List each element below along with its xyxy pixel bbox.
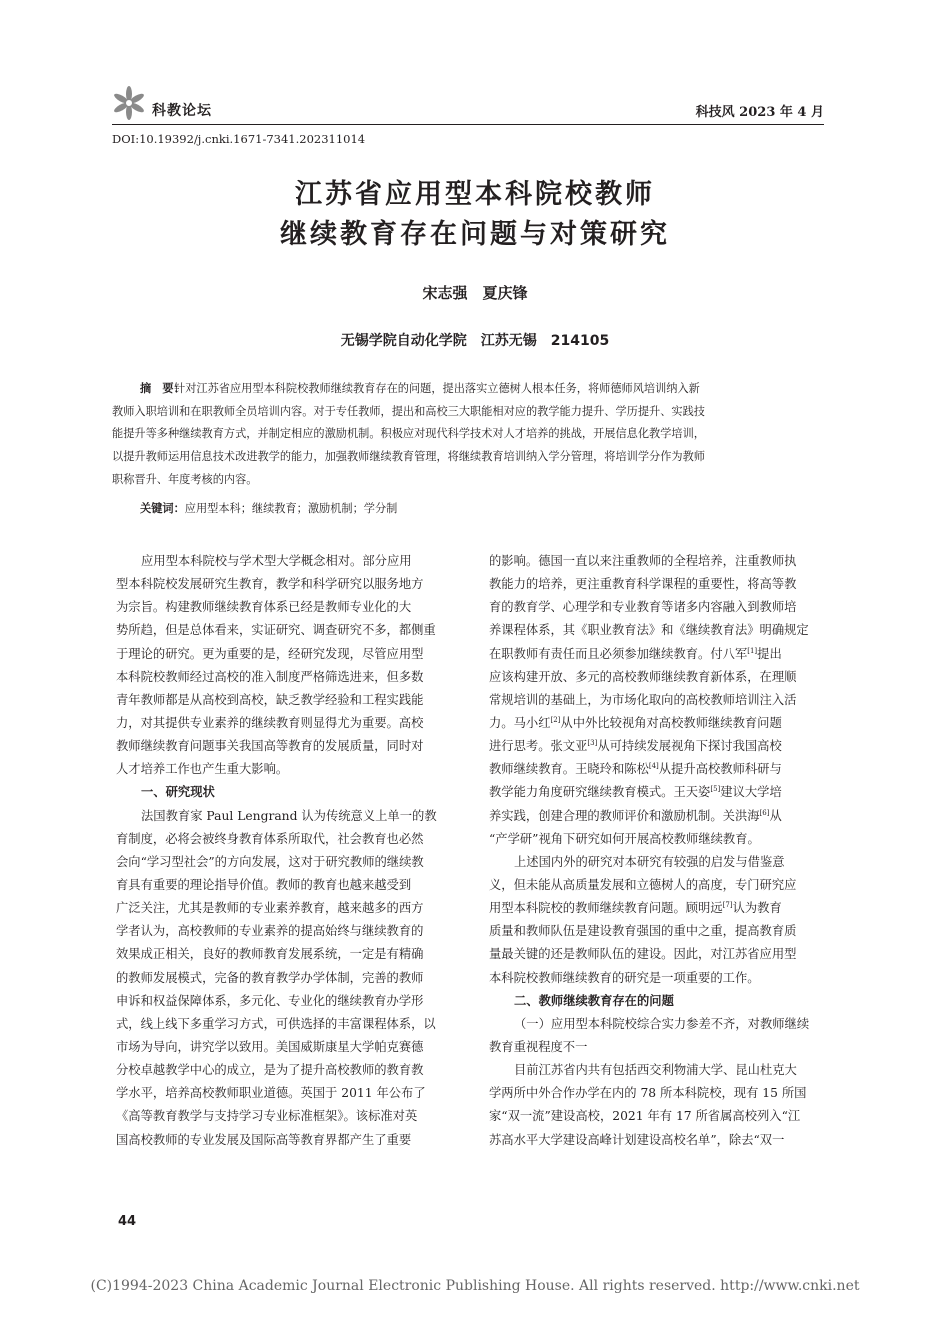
doi: DOI:10.19392/j.cnki.1671-7341.202311014 bbox=[112, 132, 366, 146]
body-column-left bbox=[116, 550, 460, 1152]
body-text-line bbox=[116, 967, 460, 990]
section-heading bbox=[116, 781, 460, 804]
body-text-line bbox=[489, 643, 833, 666]
body-text: 一、研究现状 bbox=[141, 785, 215, 800]
body-text: 建议大学培 bbox=[720, 785, 782, 800]
body-text-line bbox=[489, 828, 833, 851]
body-text-line bbox=[116, 689, 460, 712]
body-text-line bbox=[116, 874, 460, 897]
body-text-line bbox=[489, 874, 833, 897]
body-text-line bbox=[489, 920, 833, 943]
body-text-line bbox=[489, 805, 833, 828]
journal-logo-icon bbox=[112, 86, 146, 120]
body-text-line bbox=[489, 897, 833, 920]
body-text-line bbox=[489, 1013, 833, 1036]
body-text-line bbox=[489, 781, 833, 804]
body-text: 在职教师有责任而且必须参加继续教育。付八军 bbox=[489, 646, 748, 661]
body-text: 常规培训的基础上，为市场化取向的高校教师培训注入活 bbox=[489, 692, 797, 707]
body-text: 教学能力角度研究继续教育模式。王天姿 bbox=[489, 785, 711, 800]
body-text: 家“双一流”建设高校，2021 年有 17 所省属高校列入“江 bbox=[489, 1109, 801, 1124]
body-text-line bbox=[489, 596, 833, 619]
body-text: 养课程体系，其《职业教育法》和《继续教育法》明确规定 bbox=[489, 623, 809, 638]
keywords bbox=[112, 500, 397, 516]
body-text: 本科院校教师经过高校的准入制度严格筛选进来，但多数 bbox=[116, 669, 424, 684]
body-text: 《高等教育教学与支持学习专业标准框架》。该标准对英 bbox=[116, 1109, 418, 1124]
body-text-line bbox=[116, 735, 460, 758]
body-text: 人才培养工作也产生重大影响。 bbox=[116, 762, 289, 777]
body-text-line bbox=[489, 573, 833, 596]
body-text: 学水平，培养高校教师职业道德。英国于 2011 年公布了 bbox=[116, 1086, 426, 1101]
citation-ref: [2] bbox=[550, 715, 561, 724]
abstract bbox=[112, 378, 836, 491]
body-text: （一）应用型本科院校综合实力参差不齐，对教师继续 bbox=[514, 1016, 810, 1031]
body-text: 目前江苏省内共有包括西交利物浦大学、昆山杜克大 bbox=[514, 1063, 797, 1078]
body-text-line bbox=[489, 712, 833, 735]
body-text: 育制度，必将会被终身教育体系所取代，社会教育也必然 bbox=[116, 831, 424, 846]
body-text-line bbox=[116, 805, 460, 828]
keywords-text: 应用型本科；继续教育；激励机制；学分制 bbox=[184, 502, 398, 515]
paper-title-line-2: 继续教育存在问题与对策研究 bbox=[280, 219, 670, 250]
citation-ref: [7] bbox=[722, 901, 733, 910]
abstract-line: 以提升教师运用信息技术改进教学的能力，加强教师继续教育管理，将继续教育培训纳入学分管理，将培训学分作为教师 bbox=[112, 450, 705, 464]
body-text-line bbox=[489, 1082, 833, 1105]
abstract-line bbox=[112, 378, 836, 401]
body-text-line bbox=[489, 1129, 833, 1152]
body-text-line bbox=[489, 1036, 833, 1059]
body-text: 教能力的培养，更注重教育科学课程的重要性，将高等教 bbox=[489, 577, 797, 592]
body-text-line bbox=[116, 943, 460, 966]
body-text-line bbox=[116, 1082, 460, 1105]
body-text: 国高校教师的专业发展及国际高等教育界都产生了重要 bbox=[116, 1132, 412, 1147]
body-text: 市场为导向，讲究学以致用。美国威斯康星大学帕克赛德 bbox=[116, 1039, 424, 1054]
body-text: 义，但未能从高质量发展和立德树人的高度，专门研究应 bbox=[489, 877, 797, 892]
body-text-line bbox=[116, 1059, 460, 1082]
body-text-line bbox=[489, 619, 833, 642]
body-text: 从 bbox=[769, 808, 782, 823]
body-text: 效果成正相关，良好的教师教育发展系统，一定是有精确 bbox=[116, 947, 424, 962]
body-text-line bbox=[116, 851, 460, 874]
body-text: 量最关键的还是教师队伍的建设。因此，对江苏省应用型 bbox=[489, 947, 797, 962]
citation-ref: [3] bbox=[587, 739, 598, 748]
body-text-line bbox=[116, 712, 460, 735]
page-number: 44 bbox=[118, 1214, 137, 1229]
body-text: 青年教师都是从高校到高校，缺乏教学经验和工程实践能 bbox=[116, 692, 424, 707]
journal-issue: 科技风 2023 年 4 月 bbox=[695, 105, 824, 120]
body-text: 上述国内外的研究对本研究有较强的启发与借鉴意 bbox=[514, 854, 785, 869]
body-text: 会向“学习型社会”的方向发展，这对于研究教师的继续教 bbox=[116, 854, 424, 869]
body-text: 的教师发展模式，完备的教育教学办学体制，完善的教师 bbox=[116, 970, 424, 985]
abstract-line: 职称晋升、年度考核的内容。 bbox=[112, 472, 258, 486]
body-text: 从可持续发展视角下探讨我国高校 bbox=[597, 739, 782, 754]
body-text-line bbox=[116, 1036, 460, 1059]
body-text-line bbox=[116, 596, 460, 619]
body-text: 型本科院校发展研究生教育，教学和科学研究以服务地方 bbox=[116, 577, 424, 592]
body-text-line bbox=[116, 573, 460, 596]
body-text: 申诉和权益保障体系，多元化、专业化的继续教育办学形 bbox=[116, 993, 424, 1008]
body-text: 认为教育 bbox=[732, 901, 782, 916]
body-text-line bbox=[489, 550, 833, 573]
body-text-line bbox=[489, 851, 833, 874]
body-text: 为宗旨。构建教师继续教育体系已经是教师专业化的大 bbox=[116, 600, 412, 615]
body-text: 用型本科院校的教师继续教育问题。顾明远 bbox=[489, 901, 723, 916]
body-text: 的影响。德国一直以来注重教师的全程培养，注重教师执 bbox=[489, 554, 797, 568]
body-text: 教育重视程度不一 bbox=[489, 1039, 588, 1054]
body-text-line bbox=[116, 897, 460, 920]
body-text: 学者认为，高校教师的专业素养的提高始终与继续教育的 bbox=[116, 924, 424, 939]
body-text-line bbox=[116, 643, 460, 666]
body-text: 势所趋，但是总体看来，实证研究、调查研究不多，都侧重 bbox=[116, 623, 436, 638]
citation-ref: [5] bbox=[710, 785, 721, 794]
citation-ref: [1] bbox=[747, 646, 758, 655]
body-text: 从提升高校教师科研与 bbox=[658, 762, 782, 777]
body-text-line bbox=[489, 967, 833, 990]
body-text: 应用型本科院校与学术型大学概念相对。部分应用 bbox=[141, 554, 412, 568]
abstract-line: 能提升等多种继续教育方式，并制定相应的激励机制。积极应对现代科学技术对人才培养的挑战，开展信息化教学培训， bbox=[112, 427, 705, 441]
citation-ref: [4] bbox=[648, 762, 659, 771]
body-text: 育的教育学、心理学和专业教育等诸多内容融入到教师培 bbox=[489, 600, 797, 615]
body-text: 质量和教师队伍是建设教育强国的重中之重，提高教育质 bbox=[489, 924, 797, 939]
body-text-line bbox=[116, 619, 460, 642]
paper-title-line-1: 江苏省应用型本科院校教师 bbox=[295, 179, 655, 210]
body-text: 进行思考。张文亚 bbox=[489, 739, 588, 754]
body-text-line bbox=[489, 689, 833, 712]
body-text: 二、教师继续教育存在的问题 bbox=[514, 993, 674, 1008]
body-text-line bbox=[116, 1013, 460, 1036]
section-heading bbox=[489, 990, 833, 1013]
body-text-line bbox=[116, 920, 460, 943]
body-text: 分校卓越教学中心的成立，是为了提升高校教师的教育教 bbox=[116, 1063, 424, 1078]
body-text-line bbox=[116, 758, 460, 781]
body-text-line bbox=[116, 666, 460, 689]
body-text: 法国教育家 Paul Lengrand 认为传统意义上单一的教 bbox=[141, 808, 437, 823]
body-text: 育具有重要的理论指导价值。教师的教育也越来越受到 bbox=[116, 877, 412, 892]
abstract-label: 摘 要： bbox=[140, 382, 185, 395]
body-text-line bbox=[489, 943, 833, 966]
body-text: 学两所中外合作办学在内的 78 所本科院校，现有 15 所国 bbox=[489, 1086, 807, 1101]
body-text-line bbox=[116, 550, 460, 573]
authors: 宋志强 夏庆锋 bbox=[422, 284, 528, 302]
body-text-line bbox=[116, 990, 460, 1013]
body-text: 提出 bbox=[757, 646, 782, 661]
body-text-line bbox=[489, 666, 833, 689]
body-text: 教师继续教育问题事关我国高等教育的发展质量，同时对 bbox=[116, 739, 424, 754]
body-text: 本科院校教师继续教育的研究是一项重要的工作。 bbox=[489, 970, 760, 985]
body-text: 广泛关注，尤其是教师的专业素养教育，越来越多的西方 bbox=[116, 901, 424, 916]
body-text-line bbox=[116, 828, 460, 851]
affiliation: 无锡学院自动化学院 江苏无锡 214105 bbox=[340, 333, 610, 349]
keywords-label: 关键词： bbox=[140, 502, 185, 515]
body-text-line bbox=[116, 1129, 460, 1152]
citation-ref: [6] bbox=[759, 808, 770, 817]
body-text: 式，线上线下多重学习方式，可供选择的丰富课程体系，以 bbox=[116, 1016, 436, 1031]
body-text: “产学研”视角下研究如何开展高校教师继续教育。 bbox=[489, 831, 760, 846]
abstract-text: 针对江苏省应用型本科院校教师继续教育存在的问题，提出落实立德树人根本任务，将师德师风培训纳入新 bbox=[174, 382, 700, 395]
body-text: 教师继续教育。王晓玲和陈松 bbox=[489, 762, 649, 777]
body-text: 于理论的研究。更为重要的是，经研究发现，尽管应用型 bbox=[116, 646, 424, 661]
body-text: 苏高水平大学建设高峰计划建设高校名单”，除去“双一 bbox=[489, 1132, 785, 1147]
body-text-line bbox=[489, 735, 833, 758]
body-text: 养实践，创建合理的教师评价和激励机制。关洪海 bbox=[489, 808, 760, 823]
body-text-line bbox=[489, 1105, 833, 1128]
abstract-line: 教师入职培训和在职教师全员培训内容。对于专任教师，提出和高校三大职能相对应的教学能力提升、学历提升、实践技 bbox=[112, 404, 705, 418]
body-text-line bbox=[489, 1059, 833, 1082]
copyright-notice: (C)1994-2023 China Academic Journal Electronic Publishing House. All rights reserved. http://www.cnki.net bbox=[90, 1278, 860, 1294]
header-divider bbox=[112, 124, 824, 125]
body-text: 从中外比较视角对高校教师继续教育问题 bbox=[560, 715, 782, 730]
body-text: 力。马小红 bbox=[489, 715, 551, 730]
section-label: 科教论坛 bbox=[152, 103, 212, 119]
body-text-line bbox=[116, 1105, 460, 1128]
body-text: 应该构建开放、多元的高校教师继续教育新体系，在理顺 bbox=[489, 669, 797, 684]
body-column-right bbox=[489, 550, 833, 1152]
body-text: 力，对其提供专业素养的继续教育则显得尤为重要。高校 bbox=[116, 715, 424, 730]
body-text-line bbox=[489, 758, 833, 781]
